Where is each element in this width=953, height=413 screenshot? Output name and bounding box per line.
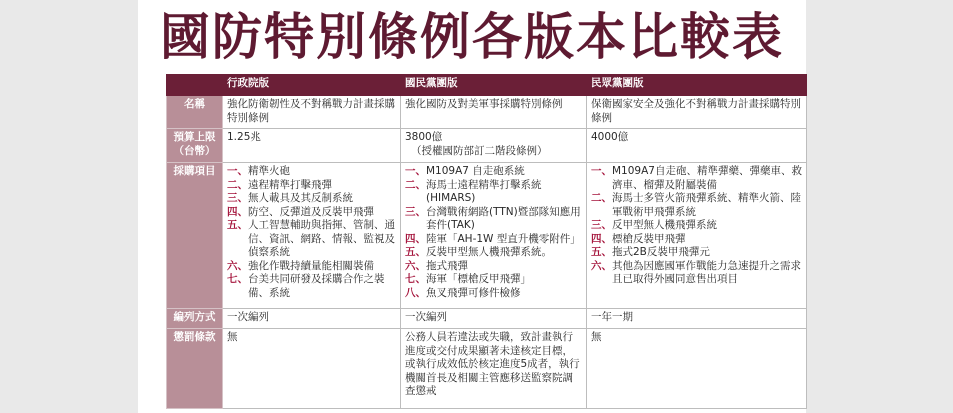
item-number: 三、: [405, 205, 426, 218]
comparison-table: [166, 74, 807, 409]
cell-items-tpp: [587, 163, 807, 309]
item-number: 五、: [405, 246, 426, 258]
item-text: 海軍「標槍反甲飛彈」: [426, 273, 531, 285]
cell-budget-tpp: 4000億: [587, 129, 807, 163]
item-text: 魚叉飛彈可修件檢修: [426, 286, 521, 299]
item-number: 一、: [591, 165, 612, 177]
item-number: 三、: [227, 192, 248, 204]
row-label-items: 採購項目: [167, 163, 223, 309]
row-items: [167, 163, 807, 309]
cell-budget-exec: 1.25兆: [223, 129, 401, 163]
items-list-tpp: [591, 165, 802, 287]
row-label-penalty: 懲罰條款: [167, 329, 223, 409]
item-text: 台美共同研發及採購合作之裝備、系統: [248, 273, 385, 299]
page-title: 國防特別條例各版本比較表: [160, 8, 784, 66]
row-label-name: 名稱: [167, 96, 223, 129]
list-item: [405, 206, 582, 233]
item-number: 八、: [405, 286, 426, 299]
list-item: [227, 206, 396, 220]
cell-items-exec: [223, 163, 401, 309]
item-number: 五、: [591, 246, 612, 258]
item-number: 一、: [227, 165, 248, 177]
item-text: 反裝甲型無人機飛彈系統。: [426, 246, 552, 258]
list-item: [591, 219, 802, 233]
item-number: 二、: [405, 178, 426, 191]
cell-name-kmt: 強化國防及對美軍事採購特別條例: [401, 96, 587, 129]
list-item: [227, 192, 396, 206]
list-item: [591, 192, 802, 219]
item-number: 四、: [405, 232, 426, 245]
list-item: [227, 165, 396, 179]
item-number: 六、: [591, 259, 612, 272]
item-number: 二、: [591, 192, 612, 204]
list-item: [405, 260, 582, 274]
list-item: [405, 165, 582, 179]
item-number: 四、: [227, 205, 248, 218]
cell-penalty-exec: 無: [223, 329, 401, 409]
item-text: 人工智慧輔助與指揮、管制、通信、資訊、網路、情報、監視及偵察系統: [248, 219, 395, 258]
header-exec-yuan: 行政院版: [223, 75, 401, 96]
cell-method-exec: 一次編列: [223, 309, 401, 329]
row-name: [167, 96, 807, 129]
item-text: 台灣戰術網路(TTN)暨部隊知應用套件(TAK): [426, 205, 581, 231]
item-text: 海馬士多管火箭飛彈系統、精準火箭、陸軍戰術甲飛彈系統: [612, 192, 801, 218]
list-item: [405, 246, 582, 260]
item-text: M109A7 自走砲系統: [426, 165, 525, 177]
cell-name-tpp: 保衛國家安全及強化不對稱戰力計畫採購特別條例: [587, 96, 807, 129]
item-text: M109A7自走砲、精準彈藥、彈藥車、救濟車、榴彈及附屬裝備: [612, 165, 802, 191]
item-text: 防空、反彈道及反裝甲飛彈: [248, 205, 374, 218]
item-number: 五、: [227, 219, 248, 231]
item-number: 六、: [405, 259, 426, 272]
list-item: [227, 219, 396, 260]
header-tpp-caucus: 民眾黨團版: [587, 75, 807, 96]
row-penalty: [167, 329, 807, 409]
item-number: 四、: [591, 232, 612, 245]
list-item: [591, 260, 802, 287]
item-text: 強化作戰持續量能相關裝備: [248, 259, 374, 272]
cell-name-exec: 強化防衛韌性及不對稱戰力計畫採購特別條例: [223, 96, 401, 129]
cell-penalty-tpp: 無: [587, 329, 807, 409]
document-sheet: [138, 0, 806, 413]
budget-kmt-note: （授權國防部訂二階段條例）: [411, 144, 548, 157]
items-list-kmt: [405, 165, 582, 300]
items-list-exec: [227, 165, 396, 300]
list-item: [405, 273, 582, 287]
row-budget: [167, 129, 807, 163]
cell-budget-kmt: [401, 129, 587, 163]
list-item: [591, 233, 802, 247]
item-text: 陸軍「AH-1W 型直升機零附件」: [426, 232, 581, 245]
list-item: [591, 165, 802, 192]
list-item: [227, 260, 396, 274]
budget-kmt-amount: 3800億: [405, 131, 443, 143]
item-text: 精準火砲: [248, 165, 290, 177]
item-text: 無人載具及其反制系統: [248, 192, 353, 204]
list-item: [405, 287, 582, 301]
item-text: 遠程精準打擊飛彈: [248, 178, 332, 191]
cell-method-kmt: 一次編列: [401, 309, 587, 329]
item-number: 六、: [227, 259, 248, 272]
cell-items-kmt: [401, 163, 587, 309]
row-label-method: 編列方式: [167, 309, 223, 329]
item-number: 七、: [405, 273, 426, 285]
item-text: 拖式飛彈: [426, 259, 468, 272]
row-method: [167, 309, 807, 329]
item-text: 反甲型無人機飛彈系統: [612, 219, 717, 231]
item-text: 標槍反裝甲飛彈: [612, 232, 686, 245]
row-label-budget: 預算上限（台幣）: [167, 129, 223, 163]
item-text: 其他為因應國軍作戰能力急速提升之需求且已取得外國同意售出項目: [612, 259, 801, 285]
header-kmt-caucus: 國民黨團版: [401, 75, 587, 96]
list-item: [227, 273, 396, 300]
item-text: 拖式2B反裝甲飛彈元: [612, 246, 710, 258]
item-number: 七、: [227, 273, 248, 285]
list-item: [405, 179, 582, 206]
cell-method-tpp: 一年一期: [587, 309, 807, 329]
list-item: [591, 246, 802, 260]
item-text: 海馬士遠程精準打擊系統(HIMARS): [426, 178, 542, 204]
list-item: [405, 233, 582, 247]
item-number: 二、: [227, 178, 248, 191]
list-item: [227, 179, 396, 193]
item-number: 三、: [591, 219, 612, 231]
header-corner: [167, 75, 223, 96]
item-number: 一、: [405, 165, 426, 177]
cell-penalty-kmt: 公務人員若違法或失職，致計畫執行進度或交付成果顯著未達核定目標，或執行成效低於核定進度5成者，執行機關首長及相關主管應移送監察院調查懲戒: [401, 329, 587, 409]
header-row: [167, 75, 807, 96]
